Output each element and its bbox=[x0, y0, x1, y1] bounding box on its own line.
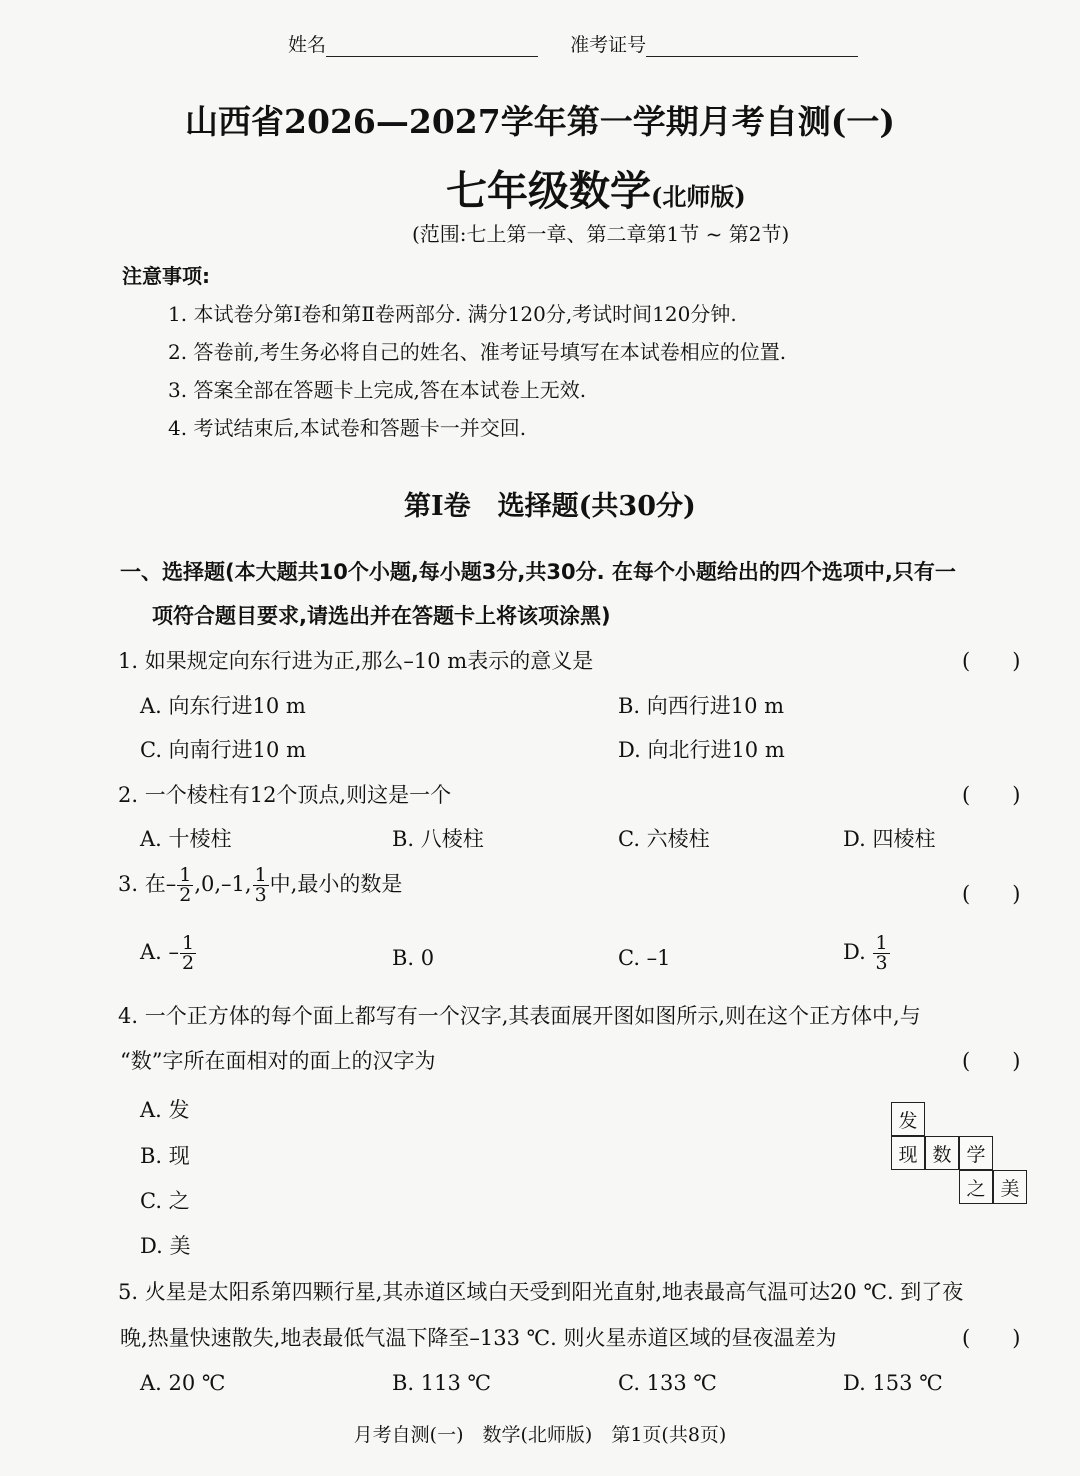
answer-paren: ( ) bbox=[962, 1049, 1021, 1073]
net-cell: 数 bbox=[925, 1136, 959, 1170]
question-4-option-d: D. 美 bbox=[140, 1234, 191, 1258]
net-cell: 之 bbox=[959, 1170, 993, 1204]
question-4-option-c: C. 之 bbox=[140, 1189, 190, 1213]
question-5-stem-line1: 5. 火星是太阳系第四颗行星,其赤道区域白天受到阳光直射,地表最高气温可达20 ℃. 到了夜 bbox=[118, 1280, 964, 1304]
question-1-option-b: B. 向西行进10 m bbox=[618, 694, 785, 718]
question-3-option-b: B. 0 bbox=[392, 946, 435, 970]
question-5-stem-line2: 晚,热量快速散失,地表最低气温下降至–133 ℃. 则火星赤道区域的昼夜温差为 bbox=[120, 1326, 837, 1350]
question-3-option-a: A. – $\frac{1}{2}$ bbox=[140, 932, 195, 974]
question-5-option-d: D. 153 ℃ bbox=[843, 1371, 943, 1395]
question-2-option-b: B. 八棱柱 bbox=[392, 827, 484, 851]
net-cell: 现 bbox=[891, 1136, 925, 1170]
exam-title: 山西省2026—2027学年第一学期月考自测(一) bbox=[185, 102, 895, 141]
part-instructions-line1: 一、选择题(本大题共10个小题,每小题3分,共30分. 在每个小题给出的四个选项中,只有一 bbox=[120, 560, 956, 584]
question-1-stem: 1. 如果规定向东行进为正,那么–10 m表示的意义是 bbox=[118, 649, 594, 673]
notice-heading: 注意事项: bbox=[122, 264, 210, 288]
net-cell: 美 bbox=[993, 1170, 1027, 1204]
question-2-stem: 2. 一个棱柱有12个顶点,则这是一个 bbox=[118, 783, 452, 807]
question-3-option-c: C. –1 bbox=[618, 946, 671, 970]
question-5-option-a: A. 20 ℃ bbox=[140, 1371, 226, 1395]
notice-item: 3. 答案全部在答题卡上完成,答在本试卷上无效. bbox=[168, 378, 587, 402]
answer-paren: ( ) bbox=[962, 1326, 1021, 1350]
question-3-option-d: D. $\frac{1}{3}$ bbox=[843, 932, 888, 974]
edition-label: (北师版) bbox=[651, 182, 746, 211]
question-4-stem-line1: 4. 一个正方体的每个面上都写有一个汉字,其表面展开图如图所示,则在这个正方体中,与 bbox=[118, 1004, 921, 1028]
question-3-stem: 3. 在– $\frac{1}{2}$ ,0,–1, $\frac{1}{3}$ 中,最小的数是 bbox=[118, 864, 403, 906]
exam-header bbox=[288, 30, 858, 57]
fraction-one-third: $\frac{1}{3}$ bbox=[875, 932, 888, 974]
notice-item: 1. 本试卷分第Ⅰ卷和第Ⅱ卷两部分. 满分120分,考试时间120分钟. bbox=[168, 302, 737, 326]
subject-title bbox=[446, 158, 746, 217]
fraction-one-half: $\frac{1}{2}$ bbox=[179, 864, 192, 906]
notice-item: 4. 考试结束后,本试卷和答题卡一并交回. bbox=[168, 416, 527, 440]
exam-id-label: 准考证号 bbox=[570, 34, 647, 56]
name-blank[interactable] bbox=[326, 36, 538, 57]
question-1-option-d: D. 向北行进10 m bbox=[618, 738, 785, 762]
question-1-option-c: C. 向南行进10 m bbox=[140, 738, 306, 762]
answer-paren: ( ) bbox=[962, 783, 1021, 807]
question-4-option-b: B. 现 bbox=[140, 1144, 190, 1168]
question-2-option-c: C. 六棱柱 bbox=[618, 827, 710, 851]
answer-paren: ( ) bbox=[962, 882, 1021, 906]
notice-item: 2. 答卷前,考生务必将自己的姓名、准考证号填写在本试卷相应的位置. bbox=[168, 340, 787, 364]
fraction-one-half: $\frac{1}{2}$ bbox=[182, 932, 195, 974]
question-4-option-a: A. 发 bbox=[140, 1098, 190, 1122]
question-4-stem-line2: “数”字所在面相对的面上的汉字为 bbox=[120, 1049, 436, 1073]
part-instructions-line2: 项符合题目要求,请选出并在答题卡上将该项涂黑) bbox=[152, 604, 611, 628]
question-2-option-d: D. 四棱柱 bbox=[843, 827, 936, 851]
net-cell: 发 bbox=[891, 1102, 925, 1136]
question-5-option-b: B. 113 ℃ bbox=[392, 1371, 492, 1395]
question-5-option-c: C. 133 ℃ bbox=[618, 1371, 717, 1395]
fraction-one-third: $\frac{1}{3}$ bbox=[254, 864, 267, 906]
net-cell: 学 bbox=[959, 1136, 993, 1170]
name-label: 姓名 bbox=[288, 34, 327, 56]
page-footer: 月考自测(一) 数学(北师版) 第1页(共8页) bbox=[353, 1424, 727, 1446]
question-1-option-a: A. 向东行进10 m bbox=[140, 694, 306, 718]
question-2-option-a: A. 十棱柱 bbox=[140, 827, 232, 851]
exam-id-blank[interactable] bbox=[646, 36, 858, 57]
answer-paren: ( ) bbox=[962, 649, 1021, 673]
subject-name: 七年级数学 bbox=[446, 167, 651, 215]
section-title: 第Ⅰ卷 选择题(共30分) bbox=[404, 491, 696, 522]
exam-scope: (范围:七上第一章、第二章第1节 ~ 第2节) bbox=[412, 222, 790, 246]
